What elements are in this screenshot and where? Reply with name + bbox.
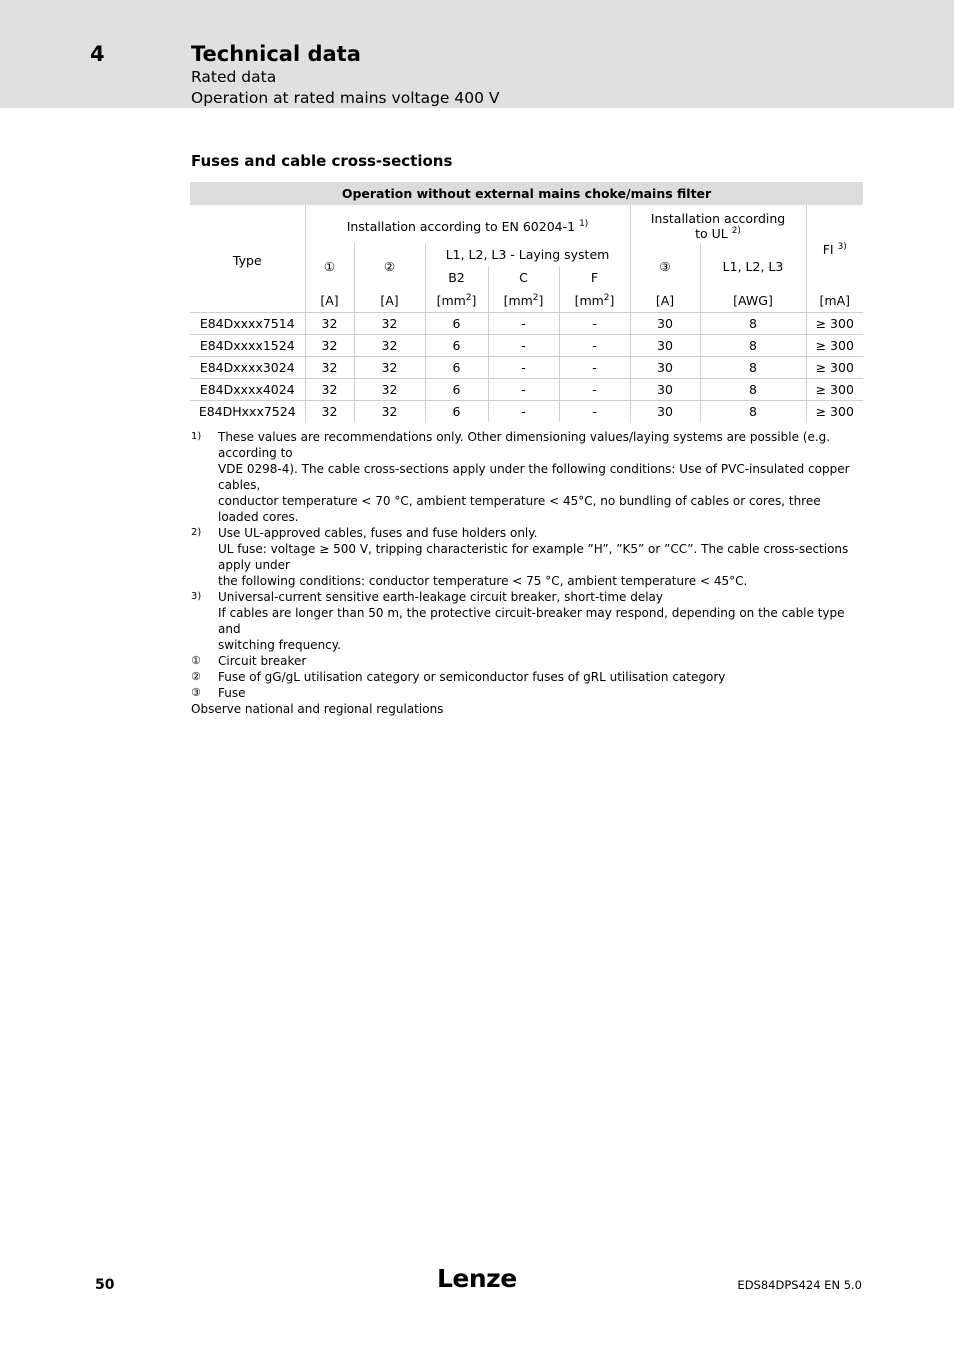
- cell-a2: 32: [354, 378, 425, 400]
- footnote-mark: 1): [191, 431, 202, 442]
- unit-mm2: $[mm^2]$: [488, 289, 559, 312]
- cell-ul-a: 30: [630, 378, 700, 400]
- section-title: Fuses and cable cross-sections: [191, 152, 453, 170]
- footnote-line: Fuse of gG/gL utilisation category or semiconductor fuses of gRL utilisation category: [218, 670, 726, 684]
- cell-fi: ≥ 300: [806, 400, 863, 422]
- footnote-mark: 2): [191, 527, 202, 538]
- cell-fi: ≥ 300: [806, 312, 863, 334]
- footnote: [191, 525, 861, 589]
- unit-a: [A]: [305, 289, 354, 312]
- footnote-line: switching frequency.: [218, 638, 341, 652]
- page-number: 50: [95, 1277, 115, 1293]
- cell-b2: 6: [425, 312, 488, 334]
- header-c: C: [488, 266, 559, 289]
- cell-a1: 32: [305, 334, 354, 356]
- footnote-mark: ②: [191, 670, 201, 683]
- cell-ul-a: 30: [630, 312, 700, 334]
- fuse-cable-table: [190, 182, 863, 422]
- cell-a1: 32: [305, 312, 354, 334]
- header-install-ul: Installation according to UL $^{2)}$: [630, 205, 806, 243]
- cell-f: -: [559, 312, 630, 334]
- unit-mm2: $[mm^2]$: [425, 289, 488, 312]
- footnote-mark: ①: [191, 654, 201, 667]
- table-row: [190, 312, 863, 334]
- symbol-circuit-breaker: ①: [305, 243, 354, 289]
- cell-ul-a: 30: [630, 334, 700, 356]
- chapter-number: 4: [90, 42, 105, 66]
- cell-f: -: [559, 378, 630, 400]
- cell-fi: ≥ 300: [806, 334, 863, 356]
- unit-a: [A]: [354, 289, 425, 312]
- footnote: [191, 669, 861, 685]
- cell-a1: 32: [305, 356, 354, 378]
- cell-type: E84Dxxxx7514: [190, 312, 305, 334]
- header-b2: B2: [425, 266, 488, 289]
- table-row: [190, 334, 863, 356]
- cell-type: E84Dxxxx1524: [190, 334, 305, 356]
- cell-fi: ≥ 300: [806, 356, 863, 378]
- footnote-line: Universal-current sensitive earth-leakage circuit breaker, short-time delay: [218, 590, 663, 604]
- unit-ma: [mA]: [806, 289, 863, 312]
- table-row: [190, 356, 863, 378]
- footnote-mark: ③: [191, 686, 201, 699]
- cell-ul-a: 30: [630, 400, 700, 422]
- header-type: Type: [232, 252, 262, 268]
- document-id: EDS84DPS424 EN 5.0: [737, 1278, 862, 1292]
- footnote: [191, 429, 861, 525]
- header-laying-system: L1, L2, L3 - Laying system: [425, 243, 630, 266]
- cell-c: -: [488, 356, 559, 378]
- unit-a: [A]: [630, 289, 700, 312]
- footnote: [191, 685, 861, 701]
- cell-c: -: [488, 400, 559, 422]
- footnote-line: Fuse: [218, 686, 246, 700]
- cell-b2: 6: [425, 378, 488, 400]
- footnote-line: If cables are longer than 50 m, the protective circuit-breaker may respond, depending on the cable type and: [218, 606, 845, 636]
- header-f: F: [559, 266, 630, 289]
- cell-f: -: [559, 334, 630, 356]
- cell-ul-a: 30: [630, 356, 700, 378]
- footnotes: [191, 429, 861, 717]
- cell-a1: 32: [305, 378, 354, 400]
- cell-a2: 32: [354, 356, 425, 378]
- subtitle-rated-data: Rated data: [191, 68, 277, 86]
- cell-b2: 6: [425, 334, 488, 356]
- cell-type: E84Dxxxx4024: [190, 378, 305, 400]
- cell-awg: 8: [700, 400, 806, 422]
- cell-awg: 8: [700, 356, 806, 378]
- cell-c: -: [488, 378, 559, 400]
- cell-awg: 8: [700, 334, 806, 356]
- cell-c: -: [488, 334, 559, 356]
- header-install-en: Installation according to EN 60204-1 $^{1)}$: [305, 205, 630, 243]
- footer-note: Observe national and regional regulations: [191, 702, 444, 716]
- header-ul-l123: L1, L2, L3: [700, 243, 806, 289]
- chapter-title: Technical data: [191, 42, 361, 66]
- footnote-line: conductor temperature < 70 °C, ambient temperature < 45°C, no bundling of cables or cores, three loaded cores.: [218, 494, 821, 524]
- header-fi: FI $^{3)}$: [806, 205, 863, 289]
- cell-a2: 32: [354, 400, 425, 422]
- table-row: [190, 400, 863, 422]
- cell-a2: 32: [354, 334, 425, 356]
- footnote-line: UL fuse: voltage ≥ 500 V, tripping characteristic for example ”H”, ”K5” or ”CC”. The cable cross-sections apply under: [218, 542, 849, 572]
- unit-mm2: $[mm^2]$: [559, 289, 630, 312]
- cell-awg: 8: [700, 312, 806, 334]
- table-caption: Operation without external mains choke/mains filter: [190, 182, 863, 205]
- unit-awg: [AWG]: [700, 289, 806, 312]
- cell-fi: ≥ 300: [806, 378, 863, 400]
- cell-a2: 32: [354, 312, 425, 334]
- cell-c: -: [488, 312, 559, 334]
- cell-b2: 6: [425, 400, 488, 422]
- cell-b2: 6: [425, 356, 488, 378]
- lenze-logo: Lenze: [437, 1264, 517, 1293]
- symbol-fuse: ③: [630, 243, 700, 289]
- footnote-line: Circuit breaker: [218, 654, 307, 668]
- cell-awg: 8: [700, 378, 806, 400]
- footnote: [191, 589, 861, 653]
- cell-a1: 32: [305, 400, 354, 422]
- subtitle-operation: Operation at rated mains voltage 400 V: [191, 89, 500, 107]
- footnote-line: the following conditions: conductor temperature < 75 °C, ambient temperature < 45°C.: [218, 574, 748, 588]
- cell-type: E84Dxxxx3024: [190, 356, 305, 378]
- footnote-mark: 3): [191, 591, 202, 602]
- cell-f: -: [559, 400, 630, 422]
- cell-f: -: [559, 356, 630, 378]
- footnote-line: VDE 0298-4). The cable cross-sections apply under the following conditions: Use of PVC-insulated copper cables,: [218, 462, 850, 492]
- symbol-fuse-gg: ②: [354, 243, 425, 289]
- cell-type: E84DHxxx7524: [190, 400, 305, 422]
- footnote: [191, 653, 861, 669]
- table-row: [190, 378, 863, 400]
- footnote-line: These values are recommendations only. Other dimensioning values/laying systems are possible (e.g. according to: [218, 430, 831, 460]
- footnote-line: Use UL-approved cables, fuses and fuse holders only.: [218, 526, 538, 540]
